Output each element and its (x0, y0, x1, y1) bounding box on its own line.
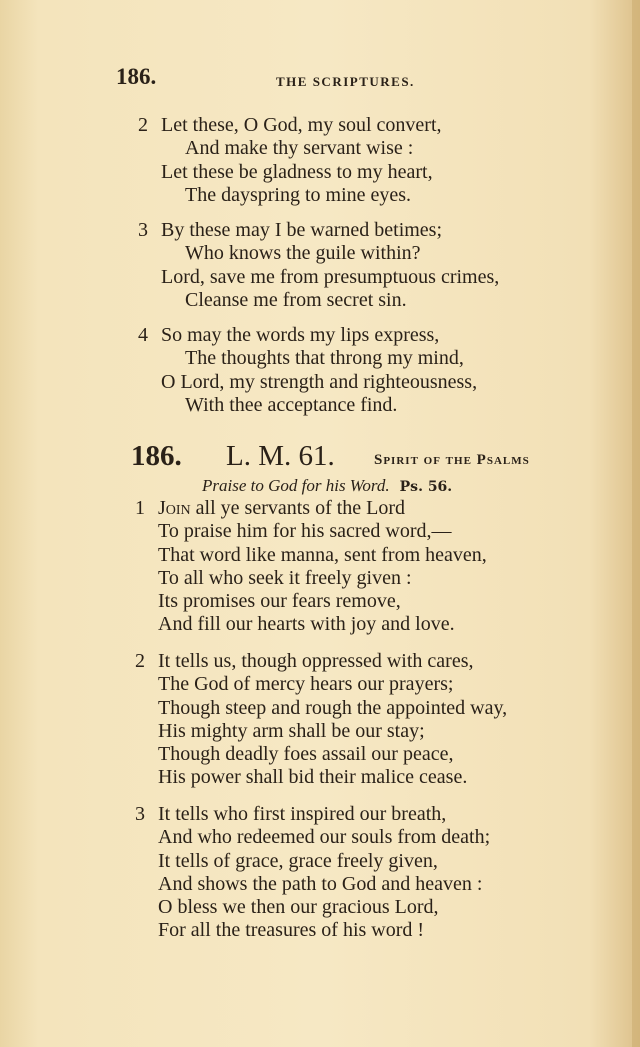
running-title: THE SCRIPTURES. (276, 74, 415, 89)
stanza (138, 114, 442, 207)
verse-line: With thee acceptance find. (185, 393, 398, 416)
verse-line: Let these be gladness to my heart, (161, 160, 433, 183)
verse-line: Cleanse me from secret sin. (185, 288, 407, 311)
verse-line: It tells of grace, grace freely given, (158, 849, 438, 872)
page-number: 186. (116, 64, 157, 89)
hymn-heading (131, 440, 571, 474)
verse-line: That word like manna, sent from heaven, (158, 543, 487, 566)
verse-line: And who redeemed our souls from death; (158, 826, 491, 849)
verse-line: The thoughts that throng my mind, (185, 347, 464, 370)
verse-line: The God of mercy hears our prayers; (158, 673, 454, 696)
stanza (135, 803, 491, 943)
verse-line: So may the words my lips express, (161, 324, 440, 346)
verse-line (158, 497, 487, 520)
stanza (138, 219, 500, 312)
stanza-number: 1 (135, 497, 145, 519)
verse-line: By these may I be warned betimes; (161, 219, 443, 241)
verse-line: To all who seek it freely given : (158, 566, 412, 589)
page-edge (632, 0, 640, 1047)
verse-line: The dayspring to mine eyes. (185, 183, 412, 206)
verse-line: For all the treasures of his word ! (158, 919, 425, 942)
verse-line: To praise him for his sacred word,— (158, 520, 452, 543)
stanza-number: 2 (135, 650, 145, 672)
stanza-number: 3 (135, 803, 145, 825)
verse-line: O bless we then our gracious Lord, (158, 896, 439, 919)
verse-line: And shows the path to God and heaven : (158, 872, 483, 895)
hymn-meter: L. M. 61. (226, 440, 335, 472)
stanza-number: 3 (138, 219, 148, 241)
hymn-subtitle (202, 476, 452, 496)
verse-line: It tells us, though oppressed with cares, (158, 650, 474, 672)
psalm-reference: Ps. 56. (399, 479, 453, 495)
stanza-number: 2 (138, 114, 148, 136)
verse-line: Who knows the guile within? (185, 242, 421, 265)
verse-text: all ye servants of the Lord (190, 497, 406, 519)
verse-line: Its promises our fears remove, (158, 590, 401, 613)
hymn-number: 186. (131, 440, 182, 472)
first-word: Join (158, 497, 191, 519)
verse-line: His mighty arm shall be our stay; (158, 719, 425, 742)
verse-line: Though steep and rough the appointed way, (158, 696, 508, 719)
verse-line: It tells who first inspired our breath, (158, 803, 447, 825)
stanza (138, 324, 478, 417)
verse-line: Let these, O God, my soul convert, (161, 114, 442, 136)
verse-line: Though deadly foes assail our peace, (158, 743, 454, 766)
stanza-number: 4 (138, 324, 148, 346)
stanza (135, 650, 508, 790)
verse-line: Lord, save me from presumptuous crimes, (161, 265, 500, 288)
verse-line: And make thy servant wise : (185, 137, 414, 160)
verse-line: His power shall bid their malice cease. (158, 766, 468, 789)
verse-line: And fill our hearts with joy and love. (158, 613, 455, 636)
stanza (135, 497, 487, 637)
subtitle-text: Praise to God for his Word. (202, 476, 390, 495)
verse-line: O Lord, my strength and righteousness, (161, 370, 478, 393)
hymn-source: Spirit of the Psalms (374, 452, 530, 468)
